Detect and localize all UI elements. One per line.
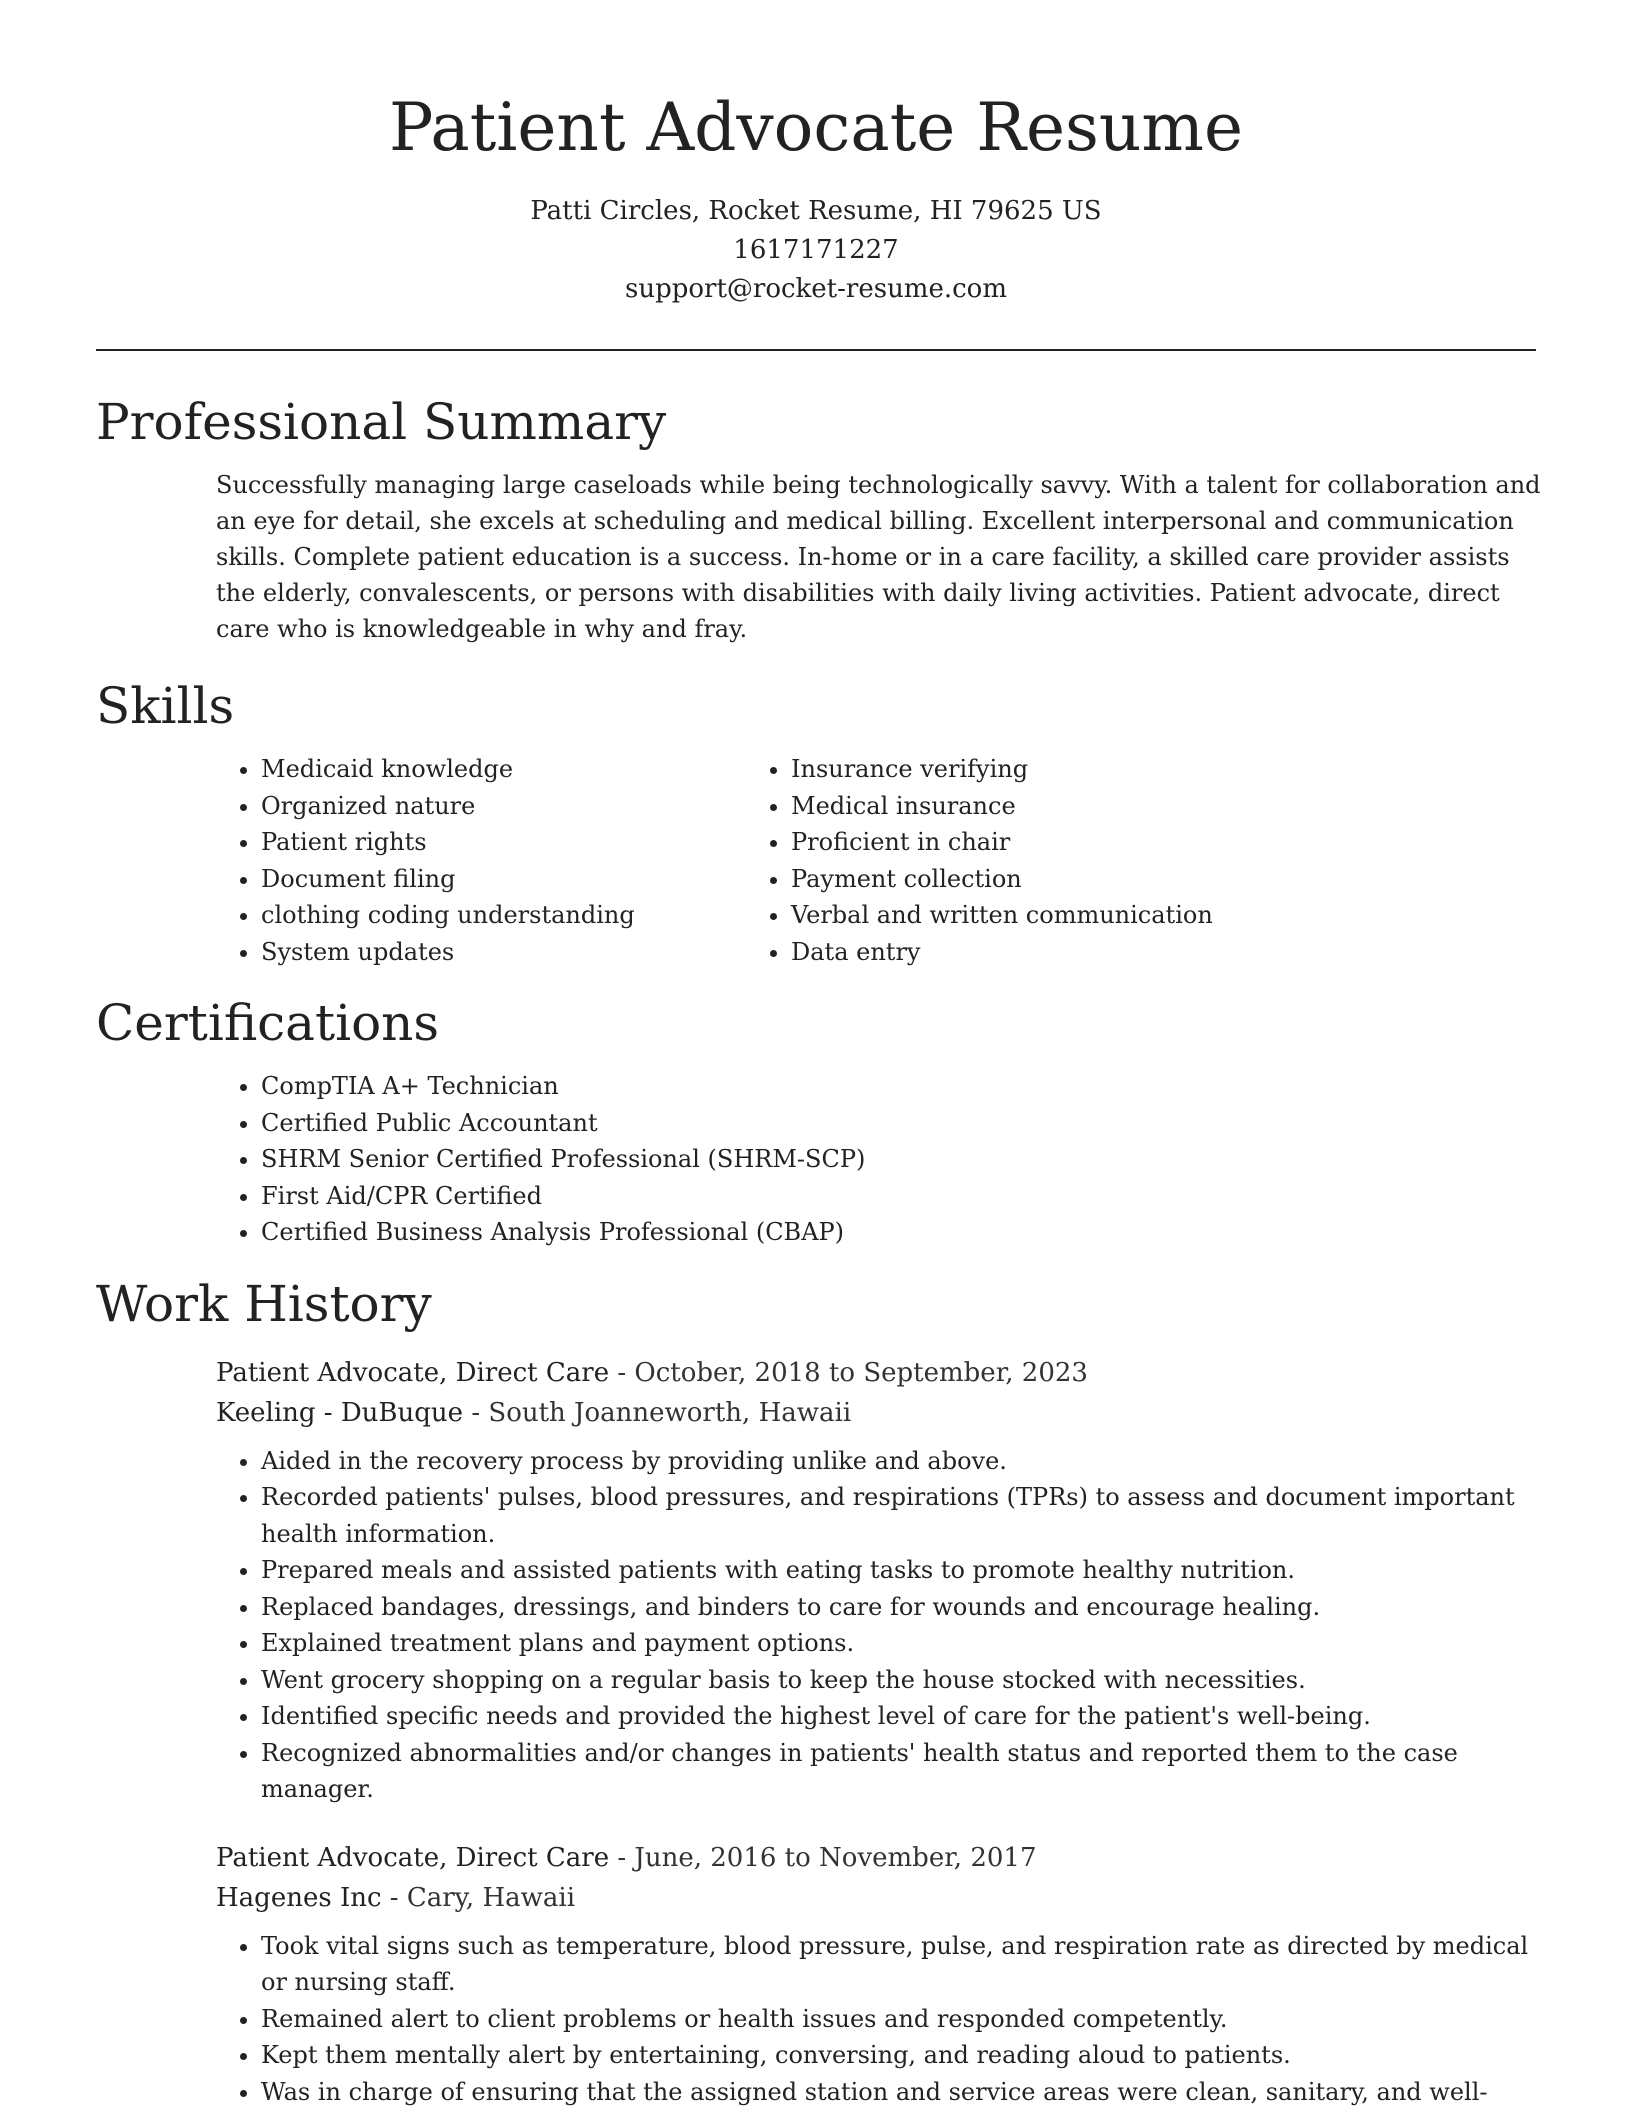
job-role: Patient Advocate, Direct Care — [216, 1357, 610, 1388]
contact-phone: 1617171227 — [733, 235, 899, 265]
duty-item: • Explained treatment plans and payment options. — [261, 1625, 1536, 1662]
resume-page — [96, 0, 1541, 2110]
summary-section — [96, 391, 1541, 647]
contact-info — [96, 192, 1536, 309]
summary-heading: Professional Summary — [96, 393, 667, 451]
duty-item: • Identified specific needs and provided the highest level of care for the patient's well-being. — [261, 1698, 1536, 1735]
duty-item: • Replaced bandages, dressings, and binders to care for wounds and encourage healing. — [261, 1589, 1536, 1626]
job-location: Cary, Hawaii — [406, 1882, 576, 1913]
summary-text: Successfully managing large caseloads while being technologically savvy. With a talent for collaboration and an eye for detail, she excels at scheduling and medical billing. Excellent interpersonal and communication skills. Complete patient education is a success. In-home or in a care facility, a skilled care provider assists the elderly, convalescents, or persons with disabilities with daily living activities. Patient advocate, direct care who is knowledgeable in why and fray. — [216, 471, 1541, 643]
job-location: South Joanneworth, Hawaii — [488, 1397, 852, 1428]
skill-item: • System updates — [261, 934, 746, 971]
certification-item: • CompTIA A+ Technician — [261, 1068, 1536, 1105]
job-duties-list — [216, 1928, 1536, 2111]
certification-item: • First Aid/CPR Certified — [261, 1178, 1536, 1215]
skills-columns — [96, 751, 1536, 970]
work-history-section — [96, 1273, 1536, 2111]
job-separator: - — [463, 1397, 489, 1428]
job-company: Keeling - DuBuque — [216, 1397, 464, 1428]
job-dates: October, 2018 to September, 2023 — [634, 1357, 1088, 1388]
job-header — [216, 1838, 1536, 1918]
certifications-list — [96, 1068, 1536, 1251]
job-title-line — [216, 1353, 1536, 1393]
skill-item: • Document filing — [261, 861, 746, 898]
job-duties-list — [216, 1443, 1536, 1808]
certifications-heading: Certifications — [96, 994, 440, 1052]
duty-item: • Went grocery shopping on a regular basis to keep the house stocked with necessities. — [261, 1662, 1536, 1699]
certification-item: • Certified Public Accountant — [261, 1105, 1536, 1142]
skill-item: • Insurance verifying — [791, 751, 1213, 788]
job-separator: - — [609, 1357, 635, 1388]
contact-email: support@rocket-resume.com — [624, 274, 1007, 304]
certification-item: • Certified Business Analysis Professional (CBAP) — [261, 1214, 1536, 1251]
header-divider — [96, 349, 1536, 351]
skill-item: • Medical insurance — [791, 788, 1213, 825]
job-company: Hagenes Inc — [216, 1882, 382, 1913]
certifications-section — [96, 992, 1536, 1251]
duty-item: • Kept them mentally alert by entertaining, conversing, and reading aloud to patients. — [261, 2037, 1536, 2074]
job-role: Patient Advocate, Direct Care — [216, 1842, 610, 1873]
skill-item: • Data entry — [791, 934, 1213, 971]
work-history-heading: Work History — [96, 1274, 432, 1333]
duty-item: • Took vital signs such as temperature, blood pressure, pulse, and respiration rate as directed by medical or nursing staff. — [261, 1928, 1536, 2001]
duty-item: • Prepared meals and assisted patients with eating tasks to promote healthy nutrition. — [261, 1552, 1536, 1589]
job-separator: - — [381, 1882, 407, 1913]
skill-item: • Patient rights — [261, 824, 746, 861]
contact-address: Patti Circles, Rocket Resume, HI 79625 US — [530, 196, 1102, 226]
skill-item: • Proficient in chair — [791, 824, 1213, 861]
job-separator: - — [609, 1842, 635, 1873]
duty-item: • Recorded patients' pulses, blood pressures, and respirations (TPRs) to assess and document important health information. — [261, 1479, 1536, 1552]
duty-item: • Recognized abnormalities and/or changes in patients' health status and reported them to the case manager. — [261, 1735, 1536, 1808]
skill-item: • Verbal and written communication — [791, 897, 1213, 934]
resume-header — [96, 0, 1536, 309]
job-entry — [216, 1353, 1536, 1808]
skills-list-left — [96, 751, 746, 970]
duty-item: • Aided in the recovery process by providing unlike and above. — [261, 1443, 1536, 1480]
resume-title: Patient Advocate Resume — [388, 89, 1244, 166]
duty-item: • Was in charge of ensuring that the assigned station and service areas were clean, sanitary, and well- — [261, 2074, 1536, 2111]
skills-list-right — [746, 751, 1213, 970]
job-title-line — [216, 1838, 1536, 1878]
duty-item: • Remained alert to client problems or health issues and responded competently. — [261, 2001, 1536, 2038]
job-company-line — [216, 1878, 1536, 1918]
skills-heading: Skills — [96, 677, 235, 735]
skill-item: • clothing coding understanding — [261, 897, 746, 934]
job-entry — [216, 1838, 1536, 2111]
job-header — [216, 1353, 1536, 1433]
job-dates: June, 2016 to November, 2017 — [634, 1842, 1037, 1873]
skills-section — [96, 675, 1536, 970]
job-company-line — [216, 1393, 1536, 1433]
certification-item: • SHRM Senior Certified Professional (SHRM-SCP) — [261, 1141, 1536, 1178]
skill-item: • Medicaid knowledge — [261, 751, 746, 788]
skill-item: • Payment collection — [791, 861, 1213, 898]
skill-item: • Organized nature — [261, 788, 746, 825]
